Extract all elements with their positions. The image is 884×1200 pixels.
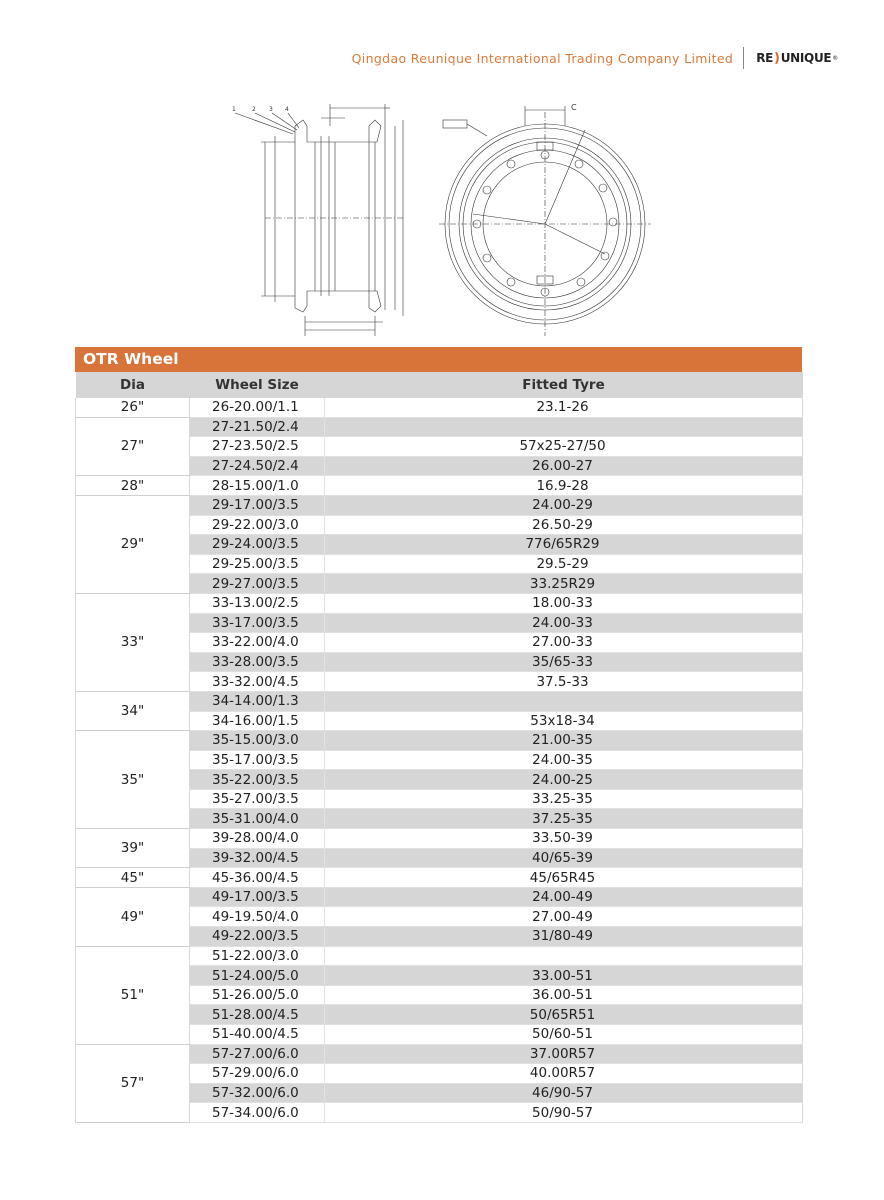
fitted-tyre-cell: 37.25-35 xyxy=(325,809,803,829)
wheel-size-cell: 51-26.00/5.0 xyxy=(190,985,325,1005)
wheel-size-cell: 27-21.50/2.4 xyxy=(190,417,325,437)
wheel-size-cell: 29-17.00/3.5 xyxy=(190,495,325,515)
fitted-tyre-cell: 33.00-51 xyxy=(325,966,803,986)
wheel-size-cell: 49-19.50/4.0 xyxy=(190,907,325,927)
table-header-row xyxy=(76,372,803,398)
fitted-tyre-cell: 24.00-35 xyxy=(325,750,803,770)
dia-cell: 39" xyxy=(76,829,190,868)
wheel-size-cell: 57-34.00/6.0 xyxy=(190,1103,325,1123)
brand-logo xyxy=(756,51,838,66)
fitted-tyre-cell: 24.00-29 xyxy=(325,495,803,515)
callout-3: 3 xyxy=(269,106,273,113)
wheel-size-cell: 27-24.50/2.4 xyxy=(190,456,325,476)
page-header xyxy=(352,44,838,72)
dia-cell: 26" xyxy=(76,398,190,417)
wheel-size-cell: 35-17.00/3.5 xyxy=(190,750,325,770)
fitted-tyre-cell: 27.00-49 xyxy=(325,907,803,927)
otr-wheel-table xyxy=(75,372,803,1123)
wheel-size-cell: 29-22.00/3.0 xyxy=(190,515,325,535)
fitted-tyre-cell: 50/90-57 xyxy=(325,1103,803,1123)
table-row xyxy=(76,829,803,849)
table-row xyxy=(76,476,803,496)
logo-re: RE xyxy=(756,51,774,65)
wheel-size-cell: 45-36.00/4.5 xyxy=(190,868,325,888)
dia-cell: 27" xyxy=(76,417,190,476)
fitted-tyre-cell: 776/65R29 xyxy=(325,535,803,555)
wheel-size-cell: 29-27.00/3.5 xyxy=(190,574,325,594)
table-row xyxy=(76,887,803,907)
header-divider xyxy=(743,47,744,69)
wheel-size-cell: 35-15.00/3.0 xyxy=(190,731,325,751)
callout-1: 1 xyxy=(232,106,236,113)
wheel-size-cell: 29-25.00/3.5 xyxy=(190,554,325,574)
table-row xyxy=(76,946,803,966)
wheel-size-cell: 35-31.00/4.0 xyxy=(190,809,325,829)
dia-cell: 28" xyxy=(76,476,190,496)
dia-cell: 29" xyxy=(76,495,190,593)
fitted-tyre-cell: 36.00-51 xyxy=(325,985,803,1005)
wheel-size-cell: 51-24.00/5.0 xyxy=(190,966,325,986)
callout-4: 4 xyxy=(285,106,289,113)
fitted-tyre-cell: 27.00-33 xyxy=(325,633,803,653)
table-row xyxy=(76,868,803,888)
fitted-tyre-cell: 24.00-49 xyxy=(325,887,803,907)
wheel-size-cell: 33-13.00/2.5 xyxy=(190,593,325,613)
callout-2: 2 xyxy=(252,106,256,113)
table-row xyxy=(76,417,803,437)
fitted-tyre-cell: 35/65-33 xyxy=(325,652,803,672)
wheel-size-cell: 51-22.00/3.0 xyxy=(190,946,325,966)
wheel-size-cell: 57-32.00/6.0 xyxy=(190,1083,325,1103)
fitted-tyre-cell xyxy=(325,946,803,966)
fitted-tyre-cell: 18.00-33 xyxy=(325,593,803,613)
fitted-tyre-cell xyxy=(325,691,803,711)
wheel-technical-drawing xyxy=(225,96,665,341)
wheel-size-cell: 35-22.00/3.5 xyxy=(190,770,325,790)
wheel-size-cell: 39-32.00/4.5 xyxy=(190,848,325,868)
wheel-size-cell: 57-27.00/6.0 xyxy=(190,1044,325,1064)
dia-cell: 51" xyxy=(76,946,190,1044)
dia-cell: 57" xyxy=(76,1044,190,1122)
fitted-tyre-cell: 23.1-26 xyxy=(325,398,803,417)
dia-cell: 35" xyxy=(76,731,190,829)
fitted-tyre-cell: 33.25R29 xyxy=(325,574,803,594)
table-row xyxy=(76,691,803,711)
fitted-tyre-cell: 40.00R57 xyxy=(325,1064,803,1084)
table-row xyxy=(76,593,803,613)
header-wheel-size: Wheel Size xyxy=(190,372,325,398)
wheel-size-cell: 33-32.00/4.5 xyxy=(190,672,325,692)
wheel-size-cell: 51-28.00/4.5 xyxy=(190,1005,325,1025)
table-row xyxy=(76,1044,803,1064)
fitted-tyre-cell: 16.9-28 xyxy=(325,476,803,496)
company-name: Qingdao Reunique International Trading Company Limited xyxy=(351,50,734,66)
dia-cell: 49" xyxy=(76,887,190,946)
dia-cell: 34" xyxy=(76,691,190,730)
wheel-size-cell: 28-15.00/1.0 xyxy=(190,476,325,496)
wheel-size-cell: 57-29.00/6.0 xyxy=(190,1064,325,1084)
otr-wheel-section xyxy=(75,347,802,1123)
fitted-tyre-cell: 53x18-34 xyxy=(325,711,803,731)
wheel-size-cell: 49-22.00/3.5 xyxy=(190,927,325,947)
table-title: OTR Wheel xyxy=(75,347,802,372)
table-body xyxy=(76,398,803,1122)
header-dia: Dia xyxy=(76,372,190,398)
wheel-size-cell: 33-28.00/3.5 xyxy=(190,652,325,672)
fitted-tyre-cell: 31/80-49 xyxy=(325,927,803,947)
table-row xyxy=(76,398,803,417)
fitted-tyre-cell xyxy=(325,417,803,437)
wheel-size-cell: 49-17.00/3.5 xyxy=(190,887,325,907)
fitted-tyre-cell: 50/60-51 xyxy=(325,1025,803,1045)
wheel-size-cell: 51-40.00/4.5 xyxy=(190,1025,325,1045)
logo-trademark: ® xyxy=(832,54,838,62)
wheel-size-cell: 29-24.00/3.5 xyxy=(190,535,325,555)
fitted-tyre-cell: 24.00-25 xyxy=(325,770,803,790)
fitted-tyre-cell: 26.00-27 xyxy=(325,456,803,476)
dia-cell: 33" xyxy=(76,593,190,691)
wheel-size-cell: 33-17.00/3.5 xyxy=(190,613,325,633)
fitted-tyre-cell: 37.5-33 xyxy=(325,672,803,692)
fitted-tyre-cell: 33.50-39 xyxy=(325,829,803,849)
dia-cell: 45" xyxy=(76,868,190,888)
wheel-cross-section xyxy=(232,104,403,336)
wheel-size-cell: 26-20.00/1.1 xyxy=(190,398,325,417)
logo-swoosh-icon: ) xyxy=(774,50,780,66)
fitted-tyre-cell: 57x25-27/50 xyxy=(325,437,803,457)
fitted-tyre-cell: 45/65R45 xyxy=(325,868,803,888)
wheel-size-cell: 34-16.00/1.5 xyxy=(190,711,325,731)
fitted-tyre-cell: 50/65R51 xyxy=(325,1005,803,1025)
fitted-tyre-cell: 46/90-57 xyxy=(325,1083,803,1103)
section-letter: C xyxy=(571,103,577,112)
fitted-tyre-cell: 21.00-35 xyxy=(325,731,803,751)
table-row xyxy=(76,731,803,751)
header-fitted-tyre: Fitted Tyre xyxy=(325,372,803,398)
wheel-size-cell: 34-14.00/1.3 xyxy=(190,691,325,711)
wheel-front-view xyxy=(439,103,651,336)
fitted-tyre-cell: 37.00R57 xyxy=(325,1044,803,1064)
fitted-tyre-cell: 33.25-35 xyxy=(325,789,803,809)
fitted-tyre-cell: 26.50-29 xyxy=(325,515,803,535)
wheel-size-cell: 33-22.00/4.0 xyxy=(190,633,325,653)
wheel-size-cell: 35-27.00/3.5 xyxy=(190,789,325,809)
fitted-tyre-cell: 29.5-29 xyxy=(325,554,803,574)
wheel-size-cell: 27-23.50/2.5 xyxy=(190,437,325,457)
table-row xyxy=(76,495,803,515)
fitted-tyre-cell: 24.00-33 xyxy=(325,613,803,633)
logo-unique: UNIQUE xyxy=(780,51,832,65)
fitted-tyre-cell: 40/65-39 xyxy=(325,848,803,868)
wheel-size-cell: 39-28.00/4.0 xyxy=(190,829,325,849)
